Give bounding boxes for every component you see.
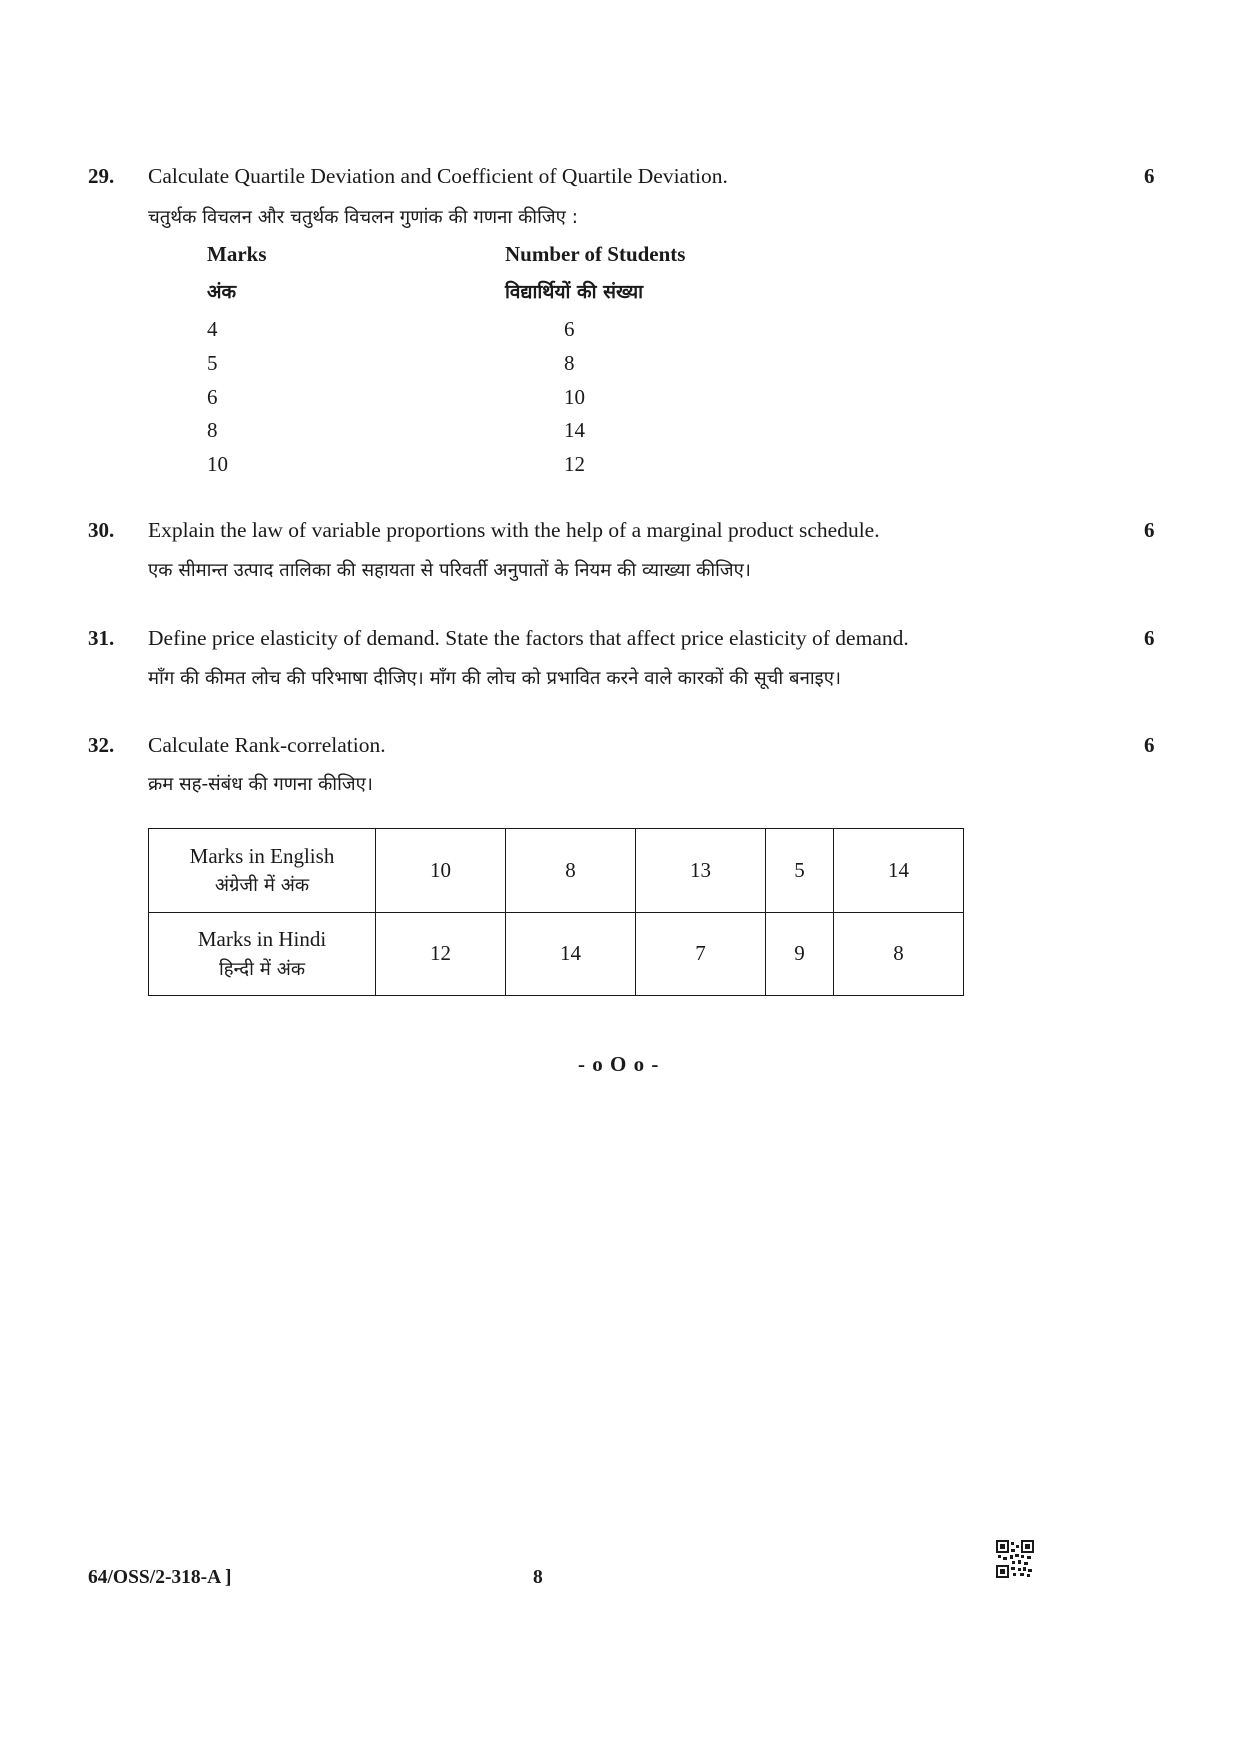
q29-row-students: 6 [564, 317, 575, 341]
question-32-number: 32. [88, 733, 115, 757]
row-label-english-hi: अंग्रेजी में अंक [214, 875, 310, 897]
qr-code-icon [996, 1540, 1034, 1578]
q29-row-students: 14 [564, 418, 585, 442]
row-label-hindi [149, 912, 376, 996]
q29-row-marks: 10 [207, 452, 228, 476]
question-30-number: 30. [88, 518, 115, 542]
question-32-marks: 6 [1144, 733, 1155, 757]
question-31-marks: 6 [1144, 626, 1155, 650]
row-label-english [149, 829, 376, 913]
table-cell: 10 [376, 829, 506, 913]
table-cell: 5 [766, 829, 834, 913]
table-cell: 13 [636, 829, 766, 913]
table-row [149, 829, 964, 913]
q29-col1-header-en: Marks [207, 242, 267, 266]
question-29-text-en: Calculate Quartile Deviation and Coefficient of Quartile Deviation. [148, 164, 728, 188]
q29-row-students: 8 [564, 351, 575, 375]
question-32-text-en: Calculate Rank-correlation. [148, 733, 386, 757]
row-label-english-en: Marks in English [189, 843, 335, 868]
table-row [149, 912, 964, 996]
question-29-text-hi: चतुर्थक विचलन और चतुर्थक विचलन गुणांक की गणना कीजिए : [148, 207, 578, 228]
question-32-text-hi: क्रम सह-संबंध की गणना कीजिए। [148, 774, 373, 795]
q29-row-marks: 5 [207, 351, 218, 375]
q29-row-marks: 4 [207, 317, 218, 341]
row-label-hindi-hi: हिन्दी में अंक [218, 958, 306, 980]
question-30-text-en: Explain the law of variable proportions with the help of a marginal product schedule. [148, 518, 880, 542]
paper-code: 64/OSS/2-318-A ] [88, 1567, 232, 1588]
question-29-number: 29. [88, 164, 115, 188]
table-cell: 8 [833, 912, 963, 996]
end-of-paper-mark: - o O o - [578, 1052, 660, 1076]
rank-correlation-table [148, 828, 964, 996]
q29-col1-header-hi: अंक [207, 281, 237, 303]
question-30-marks: 6 [1144, 518, 1155, 542]
question-29-marks: 6 [1144, 164, 1155, 188]
question-31-text-hi: माँग की कीमत लोच की परिभाषा दीजिए। माँग की लोच को प्रभावित करने वाले कारकों की सूची बनाइए। [148, 668, 841, 689]
table-cell: 12 [376, 912, 506, 996]
table-cell: 7 [636, 912, 766, 996]
q29-row-students: 10 [564, 385, 585, 409]
table-cell: 8 [506, 829, 636, 913]
table-cell: 9 [766, 912, 834, 996]
q29-row-students: 12 [564, 452, 585, 476]
q29-col2-header-en: Number of Students [505, 242, 686, 266]
q29-row-marks: 6 [207, 385, 218, 409]
page-number: 8 [533, 1567, 543, 1588]
question-30-text-hi: एक सीमान्त उत्पाद तालिका की सहायता से परिवर्ती अनुपातों के नियम की व्याख्या कीजिए। [148, 560, 751, 581]
row-label-hindi-en: Marks in Hindi [197, 927, 327, 952]
q29-row-marks: 8 [207, 418, 218, 442]
table-cell: 14 [833, 829, 963, 913]
table-cell: 14 [506, 912, 636, 996]
question-31-text-en: Define price elasticity of demand. State the factors that affect price elasticity of demand. [148, 626, 909, 650]
q29-col2-header-hi: विद्यार्थियों की संख्या [505, 281, 644, 303]
question-31-number: 31. [88, 626, 115, 650]
